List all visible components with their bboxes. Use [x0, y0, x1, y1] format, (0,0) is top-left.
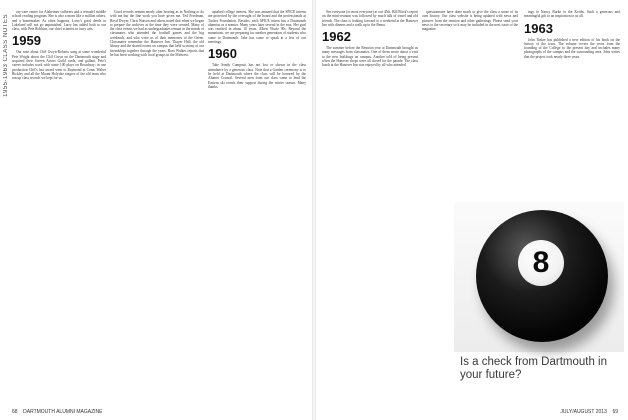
advertisement: [454, 202, 624, 402]
eight-ball-number: 8: [518, 240, 564, 286]
left-column-2: [110, 10, 204, 402]
class-year-heading: 1962: [322, 29, 351, 45]
page-footer: [12, 409, 102, 415]
column-text: John Tinker has published a new edition of his book on the history of the town. The volume covers the years from the founding of the College to the present day and includes many photographs of the campus and the surrounding area. John writes that the project took nearly three years.: [524, 37, 620, 59]
class-year-heading: 1959: [12, 33, 41, 49]
magazine-title: DARTMOUTH ALUMNI MAGAZINE: [23, 409, 103, 415]
left-column-1: [12, 10, 106, 402]
column-text: Our note about Cliff Gwyn-Roberts song at some wonderful Pete Wright about the Cliff Gwyn on the Dartmouth stage and acquired their Screen Actors Guild cards, and gallant, Pete's career includes work with some 100 plays on Broadway; in one production Cliff's last award went to Raymond at Conn. Walter Bickley and all the Mount Holyoke singers of the old team who ran up class records we kept for us.: [12, 50, 106, 81]
column-text: questionnaire have done much to give the class a sense of its own history. Our class website is being updated with news and pictures from the reunion and other gatherings. Please send your news to the secretary so it may be included in the next issue of the magazine.: [422, 10, 518, 32]
column-text: ings to Nancy Burke to the Keiths. Such a generous and meaningful gift to an inspiration to us all.: [524, 10, 620, 19]
column-text: See everyone (or most everyone) at our 45th. Bill Birck's report on the mini-reunion was followed by much talk of travel and old friends. The class is looking forward to a weekend at the Hanover Inn with dinners and a walk up to the Bema.: [322, 10, 418, 27]
section-label: 1955-1963 CLASS NOTES: [3, 14, 9, 97]
page-number: 69: [612, 409, 618, 415]
ad-headline: Is a check from Dartmouth in your future?: [460, 356, 607, 381]
issue-date: JULY/AUGUST 2013: [560, 409, 607, 415]
right-column-2: [422, 10, 518, 206]
class-year-heading: 1963: [524, 20, 553, 36]
right-column-3: [524, 10, 620, 206]
page-number: 68: [12, 409, 18, 415]
column-text: Take Sandy Campsuit has not lost or shown in the class attendance by a generous class. Note that a Garden ceremony is to be held at Dartmouth where the class will be honored by the Alumni Council. Several men from our class came to lend the Eastern ski events their support during the winter season. Many thanks.: [208, 63, 306, 89]
column-text: Good records remain nearly after hearing as in Nothing to do with me but the fine work you have given me. Ted Friedman, Boyd Dwyer, Chris Watson and others noted that when we began to prepare the archives at the time they were created. Many of the class events we had as undergraduates remain in the minds of classmates who attended the football games and the big weekends, and who write us of their memories of the Green. Classmates remember the Hanover Inn, Thayer Hall, the old library and the shared rooms on campus that held so many of our friendships together through the years. Ross Walker reports that he has been working with local groups in the Midwest.: [110, 10, 204, 57]
eight-ball-image: [476, 210, 608, 342]
page-footer: [560, 409, 618, 415]
class-year-heading: 1960: [208, 46, 237, 62]
right-page: [314, 0, 628, 420]
column-text: ory-care center for Alzheimer sufferers and a remodel middle school reading program. She is also a mom like a million others, and a homemaker. As often happens, Larry's good deeds in Lakeland will not go unpunished. Larry has added both to our class, with Pete Robbins, our chief scientist in furry arts.: [12, 10, 106, 32]
column-text: uptaked college interest. She was amazed that the SPICE interns are protected by the oversight of the board and the professionals at Tucker Foundation. Besides, each SPICE intern has a Dartmouth alumnus as a mentor. Many years later several in the mix. Her goal was reached in about 10 years. Albert Wurtz 90s. Beyond the mountains, we are preparing for another generation of students who come to Dartmouth. Jake has come to speak at a few of our meetings.: [208, 10, 306, 45]
left-column-3: [208, 10, 306, 402]
column-text: The summer before the Reunion year at Dartmouth brought us many messages from classmates. One of them wrote about a visit to the new buildings on campus. Another told of being present when the Hanover shops were all closed for the parade. The class lunch at the Hanover Inn was enjoyed by all who attended.: [322, 46, 418, 68]
right-column-1: [322, 10, 418, 402]
